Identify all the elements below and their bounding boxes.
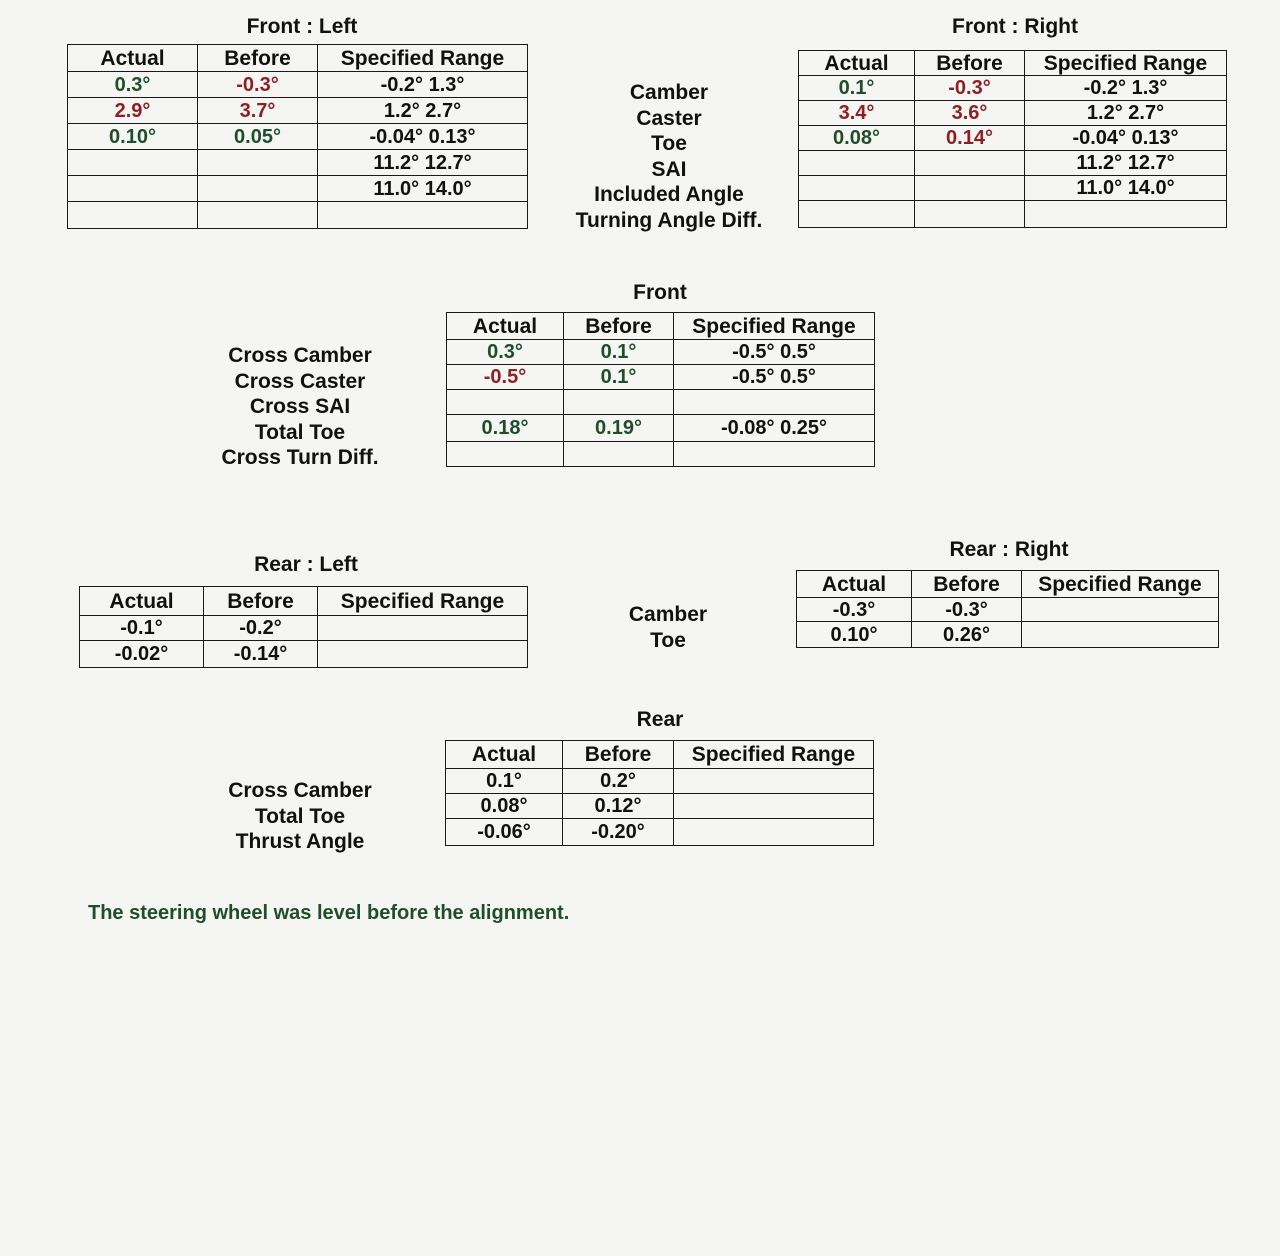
rr-camber-range — [1022, 598, 1219, 622]
f-cross-caster-range: -0.5° 0.5° — [674, 365, 875, 390]
front-left-table — [67, 44, 528, 229]
fr-included-before — [915, 176, 1025, 201]
header-specified-range: Specified Range — [1022, 571, 1219, 598]
f-cross-turn-actual — [447, 442, 564, 467]
fl-sai-before — [198, 150, 318, 176]
header-specified-range: Specified Range — [674, 313, 875, 340]
header-before: Before — [915, 51, 1025, 76]
header-before: Before — [204, 587, 318, 616]
r-thrust-before: -0.20° — [563, 819, 674, 846]
header-specified-range: Specified Range — [674, 741, 874, 769]
f-cross-camber-before: 0.1° — [564, 340, 674, 365]
f-cross-sai-range — [674, 390, 875, 415]
front-left-title: Front : Left — [246, 15, 358, 38]
r-cross-camber-before: 0.2° — [563, 769, 674, 794]
fr-included-actual — [799, 176, 915, 201]
fl-sai-actual — [68, 150, 198, 176]
fr-included-range: 11.0° 14.0° — [1025, 176, 1227, 201]
rl-toe-before: -0.14° — [204, 641, 318, 668]
header-actual: Actual — [799, 51, 915, 76]
rl-camber-range — [318, 616, 528, 641]
fl-camber-before: -0.3° — [198, 72, 318, 98]
fr-caster-actual: 3.4° — [799, 101, 915, 126]
fr-caster-range: 1.2° 2.7° — [1025, 101, 1227, 126]
label-toe: Toe — [651, 132, 687, 155]
rear-left-table — [79, 586, 528, 668]
r-total-toe-actual: 0.08° — [446, 794, 563, 819]
fr-sai-before — [915, 151, 1025, 176]
fl-turning-range — [318, 202, 528, 229]
f-cross-caster-before: 0.1° — [564, 365, 674, 390]
label-rear-cross-camber: Cross Camber — [228, 779, 372, 802]
header-specified-range: Specified Range — [318, 587, 528, 616]
fr-caster-before: 3.6° — [915, 101, 1025, 126]
f-cross-caster-actual: -0.5° — [447, 365, 564, 390]
f-cross-camber-range: -0.5° 0.5° — [674, 340, 875, 365]
label-cross-turn-diff: Cross Turn Diff. — [221, 446, 379, 469]
label-rear-toe: Toe — [650, 628, 686, 652]
label-total-toe: Total Toe — [254, 420, 346, 444]
steering-wheel-note: The steering wheel was level before the alignment. — [88, 902, 570, 924]
rl-toe-actual: -0.02° — [80, 641, 204, 668]
front-title: Front — [633, 281, 687, 304]
label-cross-caster: Cross Caster — [234, 369, 366, 393]
label-camber: Camber — [629, 81, 709, 104]
fl-included-actual — [68, 176, 198, 202]
f-cross-turn-before — [564, 442, 674, 467]
rl-camber-before: -0.2° — [204, 616, 318, 641]
r-total-toe-range — [674, 794, 874, 819]
rear-row-labels — [606, 602, 730, 653]
rr-toe-actual: 0.10° — [797, 622, 912, 648]
label-caster: Caster — [636, 106, 702, 130]
fl-included-before — [198, 176, 318, 202]
f-total-toe-range: -0.08° 0.25° — [674, 415, 875, 442]
rr-camber-before: -0.3° — [912, 598, 1022, 622]
fl-sai-range: 11.2° 12.7° — [318, 150, 528, 176]
fr-turning-actual — [799, 201, 915, 228]
rl-toe-range — [318, 641, 528, 668]
header-before: Before — [198, 45, 318, 72]
rr-camber-actual: -0.3° — [797, 598, 912, 622]
f-total-toe-before: 0.19° — [564, 415, 674, 442]
r-thrust-range — [674, 819, 874, 846]
label-rear-total-toe: Total Toe — [254, 804, 346, 828]
fr-camber-actual: 0.1° — [799, 76, 915, 101]
r-cross-camber-actual: 0.1° — [446, 769, 563, 794]
rear-cross-table — [445, 740, 874, 846]
rr-toe-range — [1022, 622, 1219, 648]
fr-toe-actual: 0.08° — [799, 126, 915, 151]
rear-right-title: Rear : Right — [949, 538, 1069, 561]
header-specified-range: Specified Range — [1025, 51, 1227, 76]
f-cross-sai-actual — [447, 390, 564, 415]
header-actual: Actual — [80, 587, 204, 616]
fl-caster-actual: 2.9° — [68, 98, 198, 124]
fr-camber-range: -0.2° 1.3° — [1025, 76, 1227, 101]
label-included-angle: Included Angle — [594, 183, 744, 206]
front-right-table — [798, 50, 1227, 228]
rear-left-title: Rear : Left — [254, 553, 358, 576]
header-before: Before — [912, 571, 1022, 598]
fr-sai-range: 11.2° 12.7° — [1025, 151, 1227, 176]
label-sai: SAI — [651, 157, 687, 181]
rl-camber-actual: -0.1° — [80, 616, 204, 641]
fr-turning-before — [915, 201, 1025, 228]
f-cross-camber-actual: 0.3° — [447, 340, 564, 365]
rear-right-table — [796, 570, 1219, 648]
label-turning-angle-diff: Turning Angle Diff. — [575, 208, 763, 232]
header-actual: Actual — [446, 741, 563, 769]
front-cross-labels — [195, 343, 405, 471]
rear-cross-labels — [200, 778, 400, 855]
fl-turning-actual — [68, 202, 198, 229]
f-total-toe-actual: 0.18° — [447, 415, 564, 442]
fr-turning-range — [1025, 201, 1227, 228]
header-actual: Actual — [447, 313, 564, 340]
fl-toe-actual: 0.10° — [68, 124, 198, 150]
header-actual: Actual — [797, 571, 912, 598]
rr-toe-before: 0.26° — [912, 622, 1022, 648]
r-thrust-actual: -0.06° — [446, 819, 563, 846]
fl-caster-range: 1.2° 2.7° — [318, 98, 528, 124]
fl-toe-before: 0.05° — [198, 124, 318, 150]
front-row-labels — [560, 80, 778, 233]
f-cross-sai-before — [564, 390, 674, 415]
label-thrust-angle: Thrust Angle — [235, 830, 365, 853]
r-cross-camber-range — [674, 769, 874, 794]
label-cross-camber: Cross Camber — [228, 344, 372, 367]
header-before: Before — [564, 313, 674, 340]
front-cross-table — [446, 312, 875, 467]
fl-toe-range: -0.04° 0.13° — [318, 124, 528, 150]
header-before: Before — [563, 741, 674, 769]
fr-sai-actual — [799, 151, 915, 176]
fr-toe-before: 0.14° — [915, 126, 1025, 151]
fl-caster-before: 3.7° — [198, 98, 318, 124]
label-rear-camber: Camber — [628, 603, 708, 626]
label-cross-sai: Cross SAI — [249, 395, 351, 418]
rear-title: Rear — [636, 708, 684, 731]
fr-camber-before: -0.3° — [915, 76, 1025, 101]
fl-camber-range: -0.2° 1.3° — [318, 72, 528, 98]
r-total-toe-before: 0.12° — [563, 794, 674, 819]
fl-camber-actual: 0.3° — [68, 72, 198, 98]
fl-included-range: 11.0° 14.0° — [318, 176, 528, 202]
fr-toe-range: -0.04° 0.13° — [1025, 126, 1227, 151]
header-actual: Actual — [68, 45, 198, 72]
header-specified-range: Specified Range — [318, 45, 528, 72]
f-cross-turn-range — [674, 442, 875, 467]
front-right-title: Front : Right — [952, 15, 1078, 38]
fl-turning-before — [198, 202, 318, 229]
